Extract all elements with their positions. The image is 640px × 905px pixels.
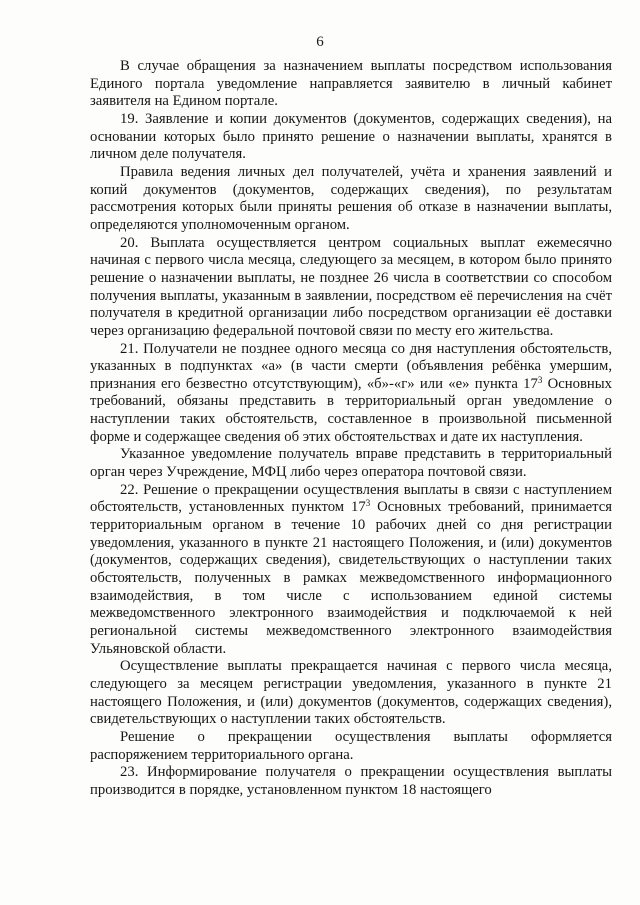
paragraph-termination-start: Осуществление выплаты прекращается начиная с первого числа месяца, следующего за месяцем регистрации уведомления, указанного в пункте 21 настоящего Положения, и (или) документов (документов, содержащих сведения), свидетельствующих о наступлении таких обстоятельств.	[90, 658, 612, 728]
paragraph-portal-notification: В случае обращения за назначением выплаты посредством использования Единого портала уведомление направляется заявителю в личный кабинет заявителя на Едином портале.	[90, 58, 612, 110]
paragraph-22-text-end: Основных требований, принимается территориальным органом в течение 10 рабочих дней со дня регистрации уведомления, указанного в пункте 21 настоящего Положения, и (или) документов (документов, содержащих сведения), свидетельствующих о наступлении таких обстоятельств, полученных в рамках межведомственного информационного взаимодействия, в том числе с использованием единой системы межведомственного электронного взаимодействия и подключаемой к ней региональной системы межведомственного электронного взаимодействия Ульяновской области.	[90, 499, 613, 657]
paragraph-22-text-start: 22. Решение о прекращении осуществления выплаты в связи с наступлением обстоятельств, установленных пунктом 17	[90, 481, 612, 516]
paragraph-21-obligation	[90, 341, 612, 447]
paragraph-21-text-end: Основных требований, обязаны представить в территориальный орган уведомление о наступлении таких обстоятельств, составленное в произвольной письменной форме и содержащее сведения об этих обстоятельствах и дате их наступления.	[90, 375, 612, 445]
paragraph-termination-order: Решение о прекращении осуществления выплаты оформляется распоряжением территориального органа.	[90, 728, 612, 763]
paragraph-23-informing: 23. Информирование получателя о прекращении осуществления выплаты производится в порядке, установленном пунктом 18 настоящего	[90, 764, 612, 798]
page-number: 6	[316, 34, 324, 50]
paragraph-notification-submission: Указанное уведомление получатель вправе представить в территориальный орган через Учреждение, МФЦ либо через оператора почтовой связи.	[90, 446, 612, 481]
paragraph-21-text-start: 21. Получатели не позднее одного месяца со дня наступления обстоятельств, указанных в подпунктах «а» (в части смерти (объявления ребёнка умершим, признания его безвестно отсутствующим), «б»-«г» или «е» пункта 17	[90, 340, 612, 392]
paragraph-19-storage: 19. Заявление и копии документов (документов, содержащих сведения), на основании которых было принято решение о назначении выплаты, хранятся в личном деле получателя.	[90, 110, 612, 163]
superscript-index: 3	[537, 374, 543, 385]
paragraph-personal-files-rules: Правила ведения личных дел получателей, учёта и хранения заявлений и копий документов (документов, содержащих сведения), по результатам рассмотрения которых были приняты решения об отказе в назначении выплаты, определяются уполномоченным органом.	[90, 163, 612, 233]
superscript-index: 3	[365, 498, 371, 509]
paragraph-22-termination-decision	[90, 482, 612, 659]
paragraph-20-payment: 20. Выплата осуществляется центром социальных выплат ежемесячно начиная с первого числа месяца, следующего за месяцем, в котором было принято решение о назначении выплаты, не позднее 26 числа в соответствии со способом получения выплаты, указанным в заявлении, посредством её перечисления на счёт получателя в кредитной организации либо посредством организации её доставки через организацию федеральной почтовой связи по месту его жительства.	[90, 234, 612, 339]
document-body	[90, 58, 612, 800]
